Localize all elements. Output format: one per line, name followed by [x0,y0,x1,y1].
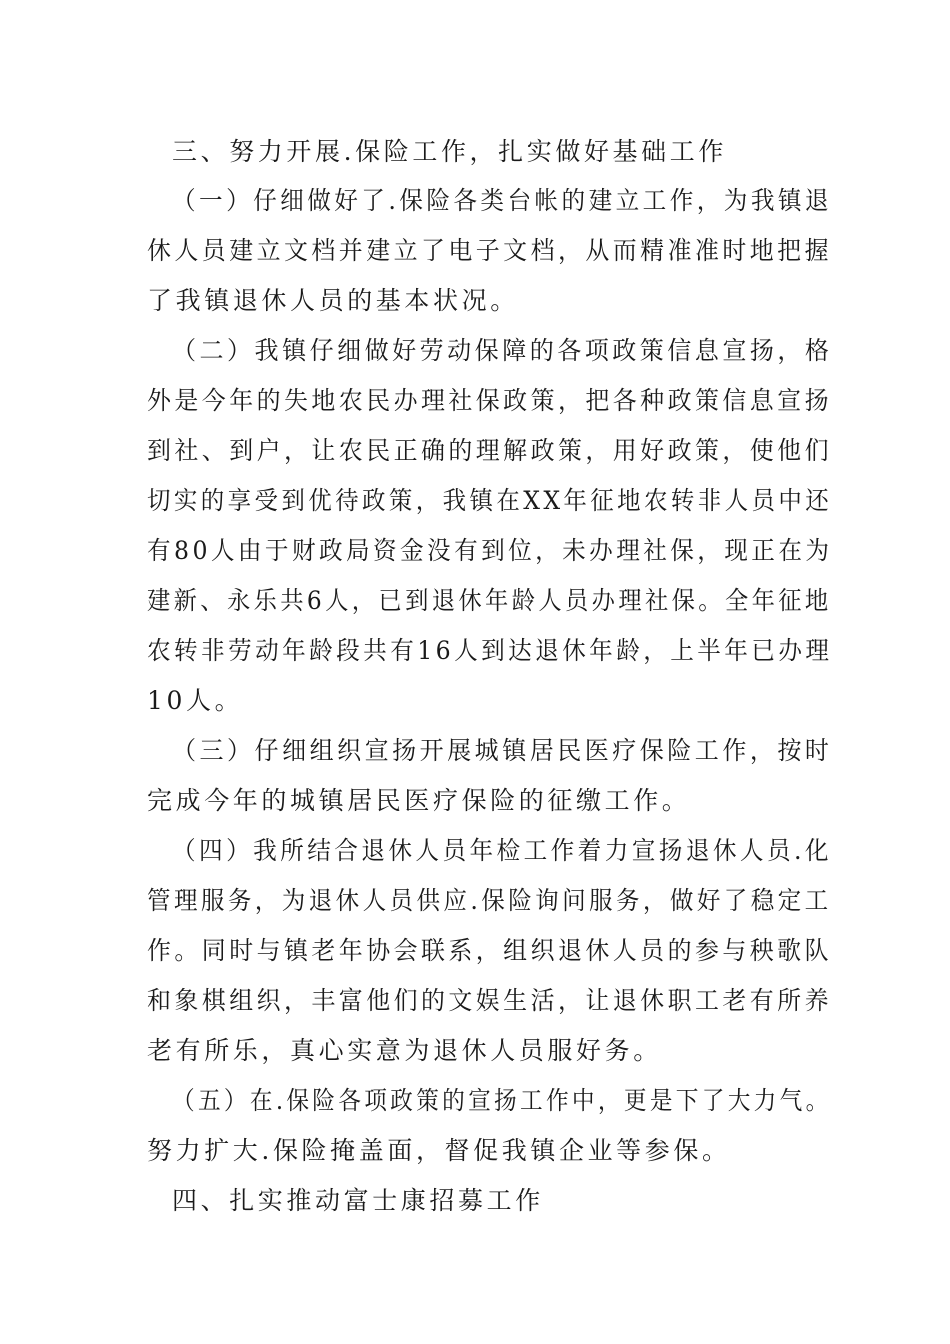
heading-section-3: 三、努力开展.保险工作，扎实做好基础工作 [172,137,727,166]
paragraph-2-line-5: 有80人由于财政局资金没有到位，未办理社保，现正在为 [147,536,833,565]
paragraph-4-line-3: 作。同时与镇老年协会联系，组织退休人员的参与秧歌队 [147,936,832,965]
paragraph-2-line-1: （二）我镇仔细做好劳动保障的各项政策信息宣扬，格 [172,336,833,365]
paragraph-1-line-3: 了我镇退休人员的基本状况。 [147,286,519,315]
paragraph-5-line-1: （五）在.保险各项政策的宣扬工作中，更是下了大力气。 [172,1086,832,1115]
paragraph-3-line-2: 完成今年的城镇居民医疗保险的征缴工作。 [147,786,691,815]
paragraph-5-line-2: 努力扩大.保险掩盖面，督促我镇企业等参保。 [147,1136,731,1165]
heading-section-4: 四、扎实推动富士康招募工作 [172,1186,544,1215]
paragraph-2-line-7: 农转非劳动年龄段共有16人到达退休年龄，上半年已办理 [147,636,833,665]
paragraph-3-line-1: （三）仔细组织宣扬开展城镇居民医疗保险工作，按时 [172,736,833,765]
paragraph-1-line-1: （一）仔细做好了.保险各类台帐的建立工作，为我镇退 [172,186,832,215]
paragraph-2-line-3: 到社、到户，让农民正确的理解政策，用好政策，使他们 [147,436,832,465]
paragraph-2-line-6: 建新、永乐共6人，已到退休年龄人员办理社保。全年征地 [147,586,832,615]
paragraph-2-line-2: 外是今年的失地农民办理社保政策，把各种政策信息宣扬 [147,386,832,415]
paragraph-2-line-8: 10人。 [147,686,244,715]
paragraph-4-line-1: （四）我所结合退休人员年检工作着力宣扬退休人员.化 [172,836,832,865]
paragraph-1-line-2: 休人员建立文档并建立了电子文档，从而精准准时地把握 [147,236,832,265]
paragraph-4-line-2: 管理服务，为退休人员供应.保险询问服务，做好了稳定工 [147,886,832,915]
paragraph-4-line-4: 和象棋组织，丰富他们的文娱生活，让退休职工老有所养 [147,986,832,1015]
paragraph-2-line-4: 切实的享受到优待政策，我镇在XX年征地农转非人员中还 [147,486,833,515]
paragraph-4-line-5: 老有所乐，真心实意为退休人员服好务。 [147,1036,662,1065]
